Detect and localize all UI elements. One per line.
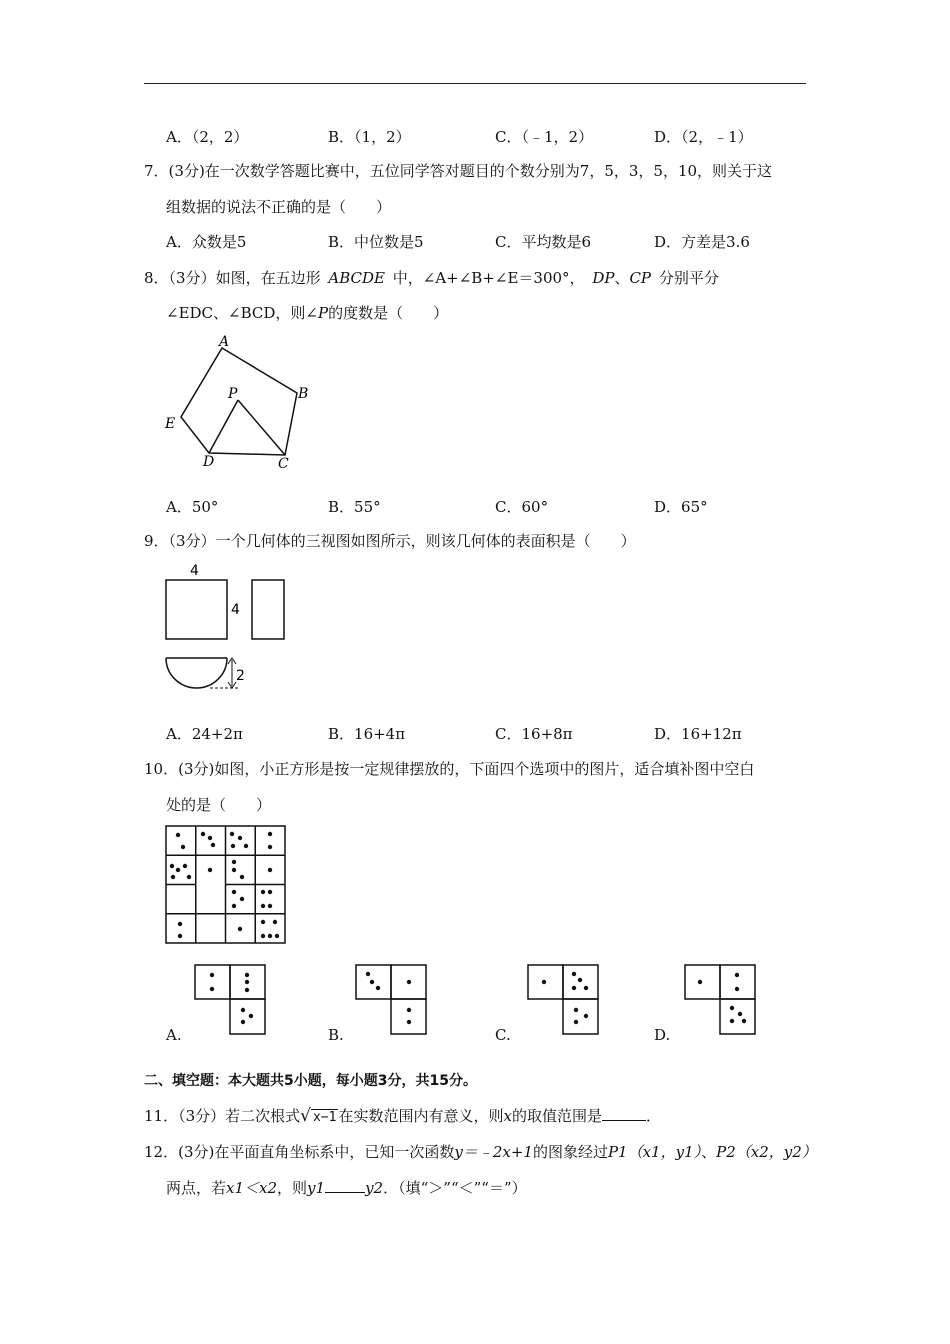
q6-option-c[interactable]: C．（﹣1，2） [495,128,594,146]
q8-cp: CP [629,269,652,287]
q8-tail: 分别平分 [658,269,719,287]
q7-option-d[interactable]: D．方差是3.6 [654,233,750,251]
q12-p2: P2（x2，y2） [716,1143,817,1161]
q12-answer-blank[interactable] [325,1178,365,1193]
q8-line2a: ∠EDC、∠BCD，则∠ [166,304,318,322]
q11-radicand: x−1 [312,1110,337,1125]
q7-option-a[interactable]: A．众数是5 [166,233,247,251]
q8-option-a[interactable]: A．50° [166,498,219,516]
q6-option-a[interactable]: A．（2，2） [166,128,249,146]
q12-stem-line1 [144,1142,817,1162]
q8-stem-line1 [144,268,719,288]
q9-option-c[interactable]: C．16+8π [495,725,573,743]
dim-side: 4 [231,602,240,618]
label-a: A [219,334,230,350]
q12-p1: P1（x1，y1） [607,1143,702,1161]
q10-dot-grid-figure [163,823,288,948]
q9-option-d[interactable]: D．16+12π [654,725,742,743]
q12-sep: 、 [701,1143,717,1161]
label-d: D [203,454,215,470]
bisector-cp [238,400,285,455]
section2-title: 二、填空题：本大题共5小题，每小题3分，共15分。 [144,1073,477,1089]
q8-mid: 中，∠A+∠B+∠E＝300°， [392,269,585,287]
q7-stem-line1: 7．(3分)在一次数学答题比赛中，五位同学答对题目的个数分别为7，5，3，5，10，则关于这 [144,162,773,180]
label-p: P [228,386,238,402]
q10-option-c-label[interactable]: C. [495,1026,511,1044]
q9-option-b[interactable]: B．16+4π [328,725,406,743]
q8-option-c[interactable]: C．60° [495,498,549,516]
q11-x: x [503,1107,512,1125]
q12-line2c: ．（填“＞”“＜”“＝”） [383,1179,527,1197]
q10-option-d-label[interactable]: D. [654,1026,671,1044]
radical-sign: √ [300,1106,311,1126]
q11-post: 的取值范围是 [511,1107,602,1125]
q8-sep: 、 [614,269,630,287]
q10-option-b-figure[interactable] [354,963,426,1035]
label-e: E [165,416,176,432]
q8-option-d[interactable]: D．65° [654,498,708,516]
header-rule [144,83,806,84]
q12-line2b: ，则 [277,1179,308,1197]
q8-p: P [317,304,329,322]
q12-stem-line2 [166,1178,527,1198]
top-view-semicircle [166,658,227,688]
q10-option-a-label[interactable]: A. [166,1026,182,1044]
q8-option-b[interactable]: B．55° [328,498,381,516]
q12-line1b: 的图象经过 [532,1143,608,1161]
q8-dp: DP [592,269,615,287]
label-c: C [278,456,289,472]
q9-option-a[interactable]: A．24+2π [166,725,243,743]
q6-option-b[interactable]: B．（1，2） [328,128,411,146]
q12-func: y＝﹣2x+1 [454,1143,533,1161]
q10-option-b-label[interactable]: B. [328,1026,344,1044]
q11-end: ． [645,1107,661,1125]
dim-top: 4 [190,563,199,579]
bisector-dp [209,400,238,453]
q10-option-d-figure[interactable] [683,963,755,1035]
q12-y1: y1 [307,1179,326,1197]
q10-stem-line1: 10．(3分)如图，小正方形是按一定规律摆放的，下面四个选项中的图片，适合填补图中空白 [144,760,755,778]
q10-option-a-figure[interactable] [193,963,265,1035]
q9-three-views-figure [160,560,260,690]
q8-pentagon-figure [160,330,320,470]
q11-sqrt [300,1106,338,1128]
label-b: B [298,386,309,402]
q8-pentagon-name: ABCDE [328,269,385,287]
q10-option-c-figure[interactable] [526,963,598,1035]
q8-num: 8．（3分）如图，在五边形 [144,269,321,287]
q12-line1a: 12．(3分)在平面直角坐标系中，已知一次函数 [144,1143,455,1161]
q11-pre: 11．（3分）若二次根式 [144,1107,301,1125]
q7-option-c[interactable]: C．平均数是6 [495,233,592,251]
q11-mid: 在实数范围内有意义，则 [338,1107,504,1125]
q12-cond: x1＜x2 [226,1179,278,1197]
dim-bottom: 2 [236,668,245,684]
q12-y2: y2 [365,1179,384,1197]
q8-line2b: 的度数是（ ） [328,304,449,322]
q12-line2a: 两点，若 [166,1179,227,1197]
q11-stem [144,1106,661,1128]
side-view [252,580,284,639]
q7-stem-line2: 组数据的说法不正确的是（ ） [166,198,392,216]
q6-option-d[interactable]: D．（2，﹣1） [654,128,753,146]
q10-stem-line2: 处的是（ ） [166,796,272,814]
q7-option-b[interactable]: B．中位数是5 [328,233,424,251]
front-view [166,580,227,639]
q9-stem: 9．（3分）一个几何体的三视图如图所示，则该几何体的表面积是（ ） [144,532,636,550]
q11-answer-blank[interactable] [602,1106,646,1121]
q8-stem-line2 [166,303,448,323]
